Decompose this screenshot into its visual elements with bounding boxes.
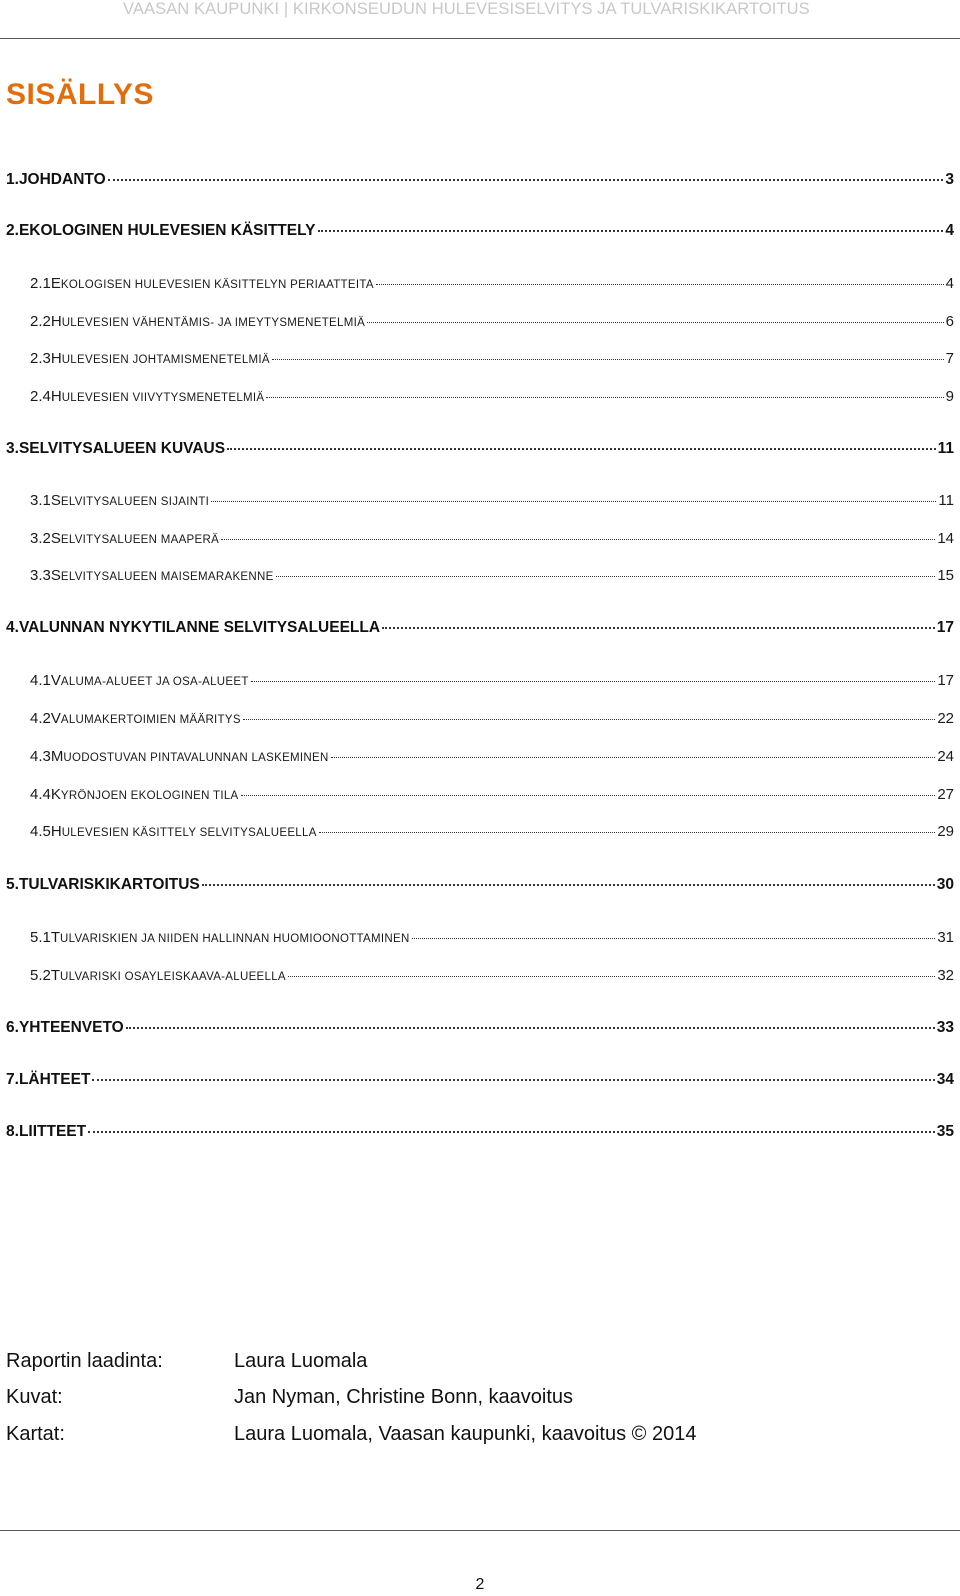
toc-entry-number: 4.5: [30, 823, 51, 840]
toc-dot-leader: [266, 397, 943, 398]
toc-entry-number: 5.1: [30, 929, 51, 946]
toc-entry-smallcaps: ALUMAKERTOIMIEN MÄÄRITYS: [60, 714, 241, 726]
toc-entry-smallcaps: ULEVESIEN VIIVYTYSMENETELMIÄ: [61, 392, 265, 404]
toc-entry-number: 4.3: [30, 748, 51, 765]
toc-entry-page: 33: [936, 1019, 954, 1036]
toc-entry-initial: K: [50, 786, 61, 803]
toc-entry-page: 22: [937, 710, 954, 727]
toc-entry-number: 2.1: [30, 275, 51, 292]
toc-entry-number: 3.3: [30, 567, 51, 584]
toc-entry-number: 7.: [6, 1071, 19, 1088]
page-title: SISÄLLYS: [6, 78, 154, 111]
toc-dot-leader: [108, 179, 944, 181]
toc-entry[interactable]: [6, 440, 954, 462]
toc-entry-label: [51, 567, 274, 584]
toc-entry[interactable]: [6, 748, 954, 770]
toc-entry-label: [51, 967, 286, 984]
toc-dot-leader: [227, 448, 936, 450]
toc-entry[interactable]: [6, 1071, 954, 1093]
credit-label: Kartat:: [6, 1423, 65, 1445]
toc-entry[interactable]: [6, 672, 954, 694]
toc-entry-initial: M: [50, 748, 64, 765]
toc-entry-initial: S: [50, 567, 61, 584]
toc-entry-label: YHTEENVETO: [18, 1019, 124, 1036]
toc-entry-smallcaps: ULEVESIEN KÄSITTELY SELVITYSALUEELLA: [61, 827, 317, 839]
toc-entry-smallcaps: UODOSTUVAN PINTAVALUNNAN LASKEMINEN: [63, 752, 329, 764]
toc-entry-page: 7: [945, 350, 954, 367]
credit-value: Laura Luomala: [234, 1350, 368, 1372]
toc-entry-page: 30: [936, 876, 954, 893]
toc-entry-label: [51, 492, 209, 509]
page-number: 2: [475, 1576, 485, 1593]
toc-entry-page: 29: [937, 823, 954, 840]
toc-entry-number: 8.: [6, 1123, 19, 1140]
toc-dot-leader: [243, 719, 935, 720]
toc-entry-initial: H: [50, 313, 62, 330]
toc-dot-leader: [251, 681, 936, 682]
toc-entry-initial: S: [50, 530, 61, 547]
toc-entry-page: 14: [937, 530, 954, 547]
toc-dot-leader: [221, 539, 935, 540]
toc-entry-number: 4.1: [30, 672, 51, 689]
toc-entry-label: [51, 823, 317, 840]
toc-entry[interactable]: [6, 710, 954, 732]
toc-entry-initial: E: [50, 275, 61, 292]
toc-entry-label: SELVITYSALUEEN KUVAUS: [18, 440, 226, 457]
toc-entry-number: 3.1: [30, 492, 51, 509]
toc-entry-label: [51, 786, 239, 803]
toc-entry-page: 6: [945, 313, 954, 330]
toc-entry-initial: H: [50, 388, 62, 405]
toc-entry[interactable]: [6, 492, 954, 514]
toc-entry-initial: T: [50, 929, 61, 946]
toc-dot-leader: [202, 884, 935, 886]
toc-entry-label: [51, 710, 241, 727]
toc-entry-page: 34: [936, 1071, 954, 1088]
toc-entry[interactable]: [6, 350, 954, 372]
toc-dot-leader: [367, 322, 944, 323]
toc-entry[interactable]: [6, 567, 954, 589]
toc-entry-initial: V: [50, 710, 61, 727]
footer-divider: [0, 1530, 960, 1531]
toc-entry-number: 6.: [6, 1019, 19, 1036]
toc-entry-smallcaps: ELVITYSALUEEN SIJAINTI: [60, 496, 210, 508]
toc-entry-smallcaps: ALUMA-ALUEET JA OSA-ALUEET: [60, 676, 249, 688]
toc-entry-number: 3.: [6, 440, 19, 457]
toc-entry-smallcaps: ULVARISKIEN JA NIIDEN HALLINNAN HUOMIOONOTTAMINEN: [60, 933, 410, 945]
toc-entry-label: [51, 313, 365, 330]
toc-entry-initial: S: [50, 492, 61, 509]
header-text: VAASAN KAUPUNKI | KIRKONSEUDUN HULEVESISELVITYS JA TULVARISKIKARTOITUS: [123, 0, 810, 18]
toc-dot-leader: [276, 576, 936, 577]
toc-entry-label: VALUNNAN NYKYTILANNE SELVITYSALUEELLA: [18, 619, 381, 636]
toc-entry[interactable]: [6, 275, 954, 297]
toc-entry-number: 1.: [6, 171, 19, 188]
toc-dot-leader: [88, 1131, 935, 1133]
toc-entry[interactable]: [6, 876, 954, 898]
toc-entry[interactable]: [6, 823, 954, 845]
toc-entry[interactable]: [6, 967, 954, 989]
toc-entry[interactable]: [6, 1123, 954, 1145]
toc-entry-label: [51, 350, 270, 367]
credit-label: Raportin laadinta:: [6, 1350, 163, 1372]
toc-dot-leader: [318, 230, 944, 232]
toc-dot-leader: [382, 627, 935, 629]
toc-dot-leader: [126, 1027, 935, 1029]
toc-dot-leader: [319, 832, 936, 833]
toc-entry-page: 17: [936, 619, 954, 636]
toc-entry-page: 32: [937, 967, 954, 984]
toc-dot-leader: [412, 938, 936, 939]
toc-entry-number: 2.: [6, 222, 19, 239]
toc-entry-page: 3: [945, 171, 954, 188]
toc-dot-leader: [331, 757, 936, 758]
toc-entry-label: [51, 929, 410, 946]
toc-entry-page: 15: [937, 567, 954, 584]
toc-entry-label: JOHDANTO: [18, 171, 106, 188]
toc-entry-label: [51, 388, 265, 405]
toc-entry-smallcaps: ELVITYSALUEEN MAAPERÄ: [60, 534, 220, 546]
toc-entry-page: 27: [937, 786, 954, 803]
toc-dot-leader: [241, 795, 936, 796]
toc-entry-number: 4.: [6, 619, 19, 636]
toc-entry-smallcaps: KOLOGISEN HULEVESIEN KÄSITTELYN PERIAATTEITA: [60, 279, 374, 291]
toc-entry-number: 5.2: [30, 967, 51, 984]
toc-entry-label: TULVARISKIKARTOITUS: [18, 876, 200, 893]
toc-dot-leader: [272, 359, 944, 360]
toc-entry-smallcaps: ULVARISKI OSAYLEISKAAVA-ALUEELLA: [60, 971, 286, 983]
toc-entry-label: [51, 530, 219, 547]
toc-entry-number: 3.2: [30, 530, 51, 547]
credit-label: Kuvat:: [6, 1386, 63, 1408]
toc-entry-smallcaps: ELVITYSALUEEN MAISEMARAKENNE: [60, 571, 274, 583]
toc-entry[interactable]: [6, 222, 954, 244]
toc-dot-leader: [92, 1079, 934, 1081]
toc-entry[interactable]: [6, 530, 954, 552]
toc-entry[interactable]: [6, 619, 954, 641]
toc-entry-label: [51, 275, 374, 292]
toc-entry-label: LÄHTEET: [18, 1071, 91, 1088]
toc-entry-initial: V: [50, 672, 61, 689]
toc-entry-number: 5.: [6, 876, 19, 893]
toc-entry-initial: T: [50, 967, 61, 984]
toc-entry-page: 9: [945, 388, 954, 405]
toc-dot-leader: [288, 976, 935, 977]
toc-entry-page: 11: [937, 440, 954, 457]
toc-entry[interactable]: [6, 388, 954, 410]
toc-entry[interactable]: [6, 929, 954, 951]
running-header: [0, 0, 960, 39]
toc-entry-page: 24: [937, 748, 954, 765]
toc-entry-label: [51, 748, 329, 765]
toc-entry-smallcaps: ULEVESIEN JOHTAMISMENETELMIÄ: [61, 354, 270, 366]
toc-entry[interactable]: [6, 786, 954, 808]
toc-entry-page: 4: [945, 275, 954, 292]
toc-entry-page: 31: [937, 929, 954, 946]
toc-dot-leader: [211, 501, 936, 502]
toc-entry-number: 2.2: [30, 313, 51, 330]
toc-entry[interactable]: [6, 171, 954, 193]
toc-entry-page: 11: [938, 492, 954, 509]
toc-entry[interactable]: [6, 313, 954, 335]
toc-entry-page: 4: [945, 222, 954, 239]
toc-entry-initial: H: [50, 350, 62, 367]
toc-entry-label: [51, 672, 249, 689]
toc-entry-smallcaps: YRÖNJOEN EKOLOGINEN TILA: [60, 790, 239, 802]
toc-dot-leader: [376, 284, 944, 285]
toc-entry-smallcaps: ULEVESIEN VÄHENTÄMIS- JA IMEYTYSMENETELMIÄ: [61, 317, 366, 329]
toc-entry-number: 2.4: [30, 388, 51, 405]
toc-entry-label: LIITTEET: [18, 1123, 87, 1140]
credit-value: Jan Nyman, Christine Bonn, kaavoitus: [234, 1386, 574, 1408]
toc-entry-number: 2.3: [30, 350, 51, 367]
toc-entry-initial: H: [50, 823, 62, 840]
toc-entry-number: 4.2: [30, 710, 51, 727]
toc-entry-label: EKOLOGINEN HULEVESIEN KÄSITTELY: [18, 222, 316, 239]
toc-entry-page: 17: [937, 672, 954, 689]
credit-value: Laura Luomala, Vaasan kaupunki, kaavoitus © 2014: [234, 1423, 697, 1445]
toc-entry-page: 35: [936, 1123, 954, 1140]
toc-entry-number: 4.4: [30, 786, 51, 803]
toc-entry[interactable]: [6, 1019, 954, 1041]
